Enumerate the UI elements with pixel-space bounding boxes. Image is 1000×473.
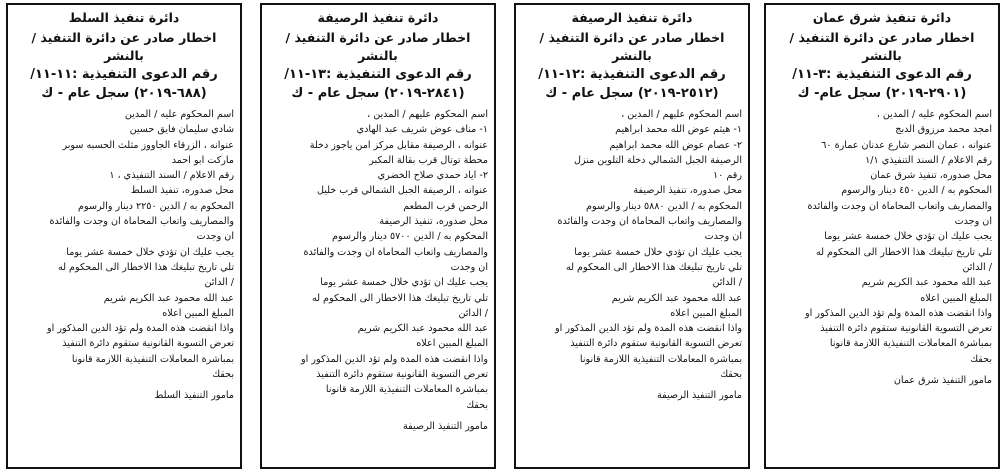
notice-case-line: رقم الدعوى التنفيذية :٣-١١/ — [792, 67, 972, 82]
notice-line: بمباشرة المعاملات التنفيذية اللازمة قانونا — [325, 384, 488, 396]
notice-line: المحكوم به / الدين ٥٨٨٠ دينار والرسوم — [586, 200, 742, 212]
notice-line: المبلغ المبين اعلاه — [162, 307, 234, 319]
notice-department: دائرة تنفيذ الرصيفة — [317, 10, 439, 25]
notice-case-number: (٢٩٠١-٢٠١٩) سجل عام- ك — [797, 86, 967, 101]
notice-body — [14, 107, 234, 382]
notice-line: المبلغ المبين اعلاه — [920, 292, 992, 304]
notice-line: تلي تاريخ تبليغك هذا الاخطار الى المحكوم له — [311, 292, 488, 304]
notice-department: دائرة تنفيذ السلط — [68, 10, 180, 25]
notice-line: المحكوم به / الدين ٤٥٠ دينار والرسوم — [841, 185, 992, 197]
notice-line: واذا انقضت هذه المدة ولم تؤد الدين المذكور او — [805, 307, 992, 319]
notice-line: تعرض التسوية القانونية ستقوم دائرة التنفيذ — [570, 338, 742, 350]
notice-line: واذا انقضت هذه المدة ولم تؤد الدين المذكور او — [47, 323, 234, 335]
notice-subheading: اخطار صادر عن دائرة التنفيذ / بالنشر — [31, 30, 217, 63]
notice-line: / الدائن — [712, 277, 742, 289]
notice-case-number: (٦٨٨-٢٠١٩) سجل عام - ك — [41, 86, 207, 101]
notice-line: ان وجدت — [954, 216, 992, 228]
notice-line: بمباشرة المعاملات التنفيذية اللازمة قانونا — [579, 353, 742, 365]
notice-signature: مامور التنفيذ الرصيفة — [657, 390, 742, 402]
notice-case-line: رقم الدعوى التنفيذية :١١-١١/ — [30, 67, 218, 82]
notice-subheading: اخطار صادر عن دائرة التنفيذ / بالنشر — [539, 30, 725, 63]
notice-line: والمصاريف واتعاب المحاماة ان وجدت والفائدة — [557, 216, 742, 228]
notice-line: عنوانه ، الرصيفة مقابل مركز امن ياجوز دخلة — [309, 139, 488, 151]
notice-case-line: رقم الدعوى التنفيذية :١٣-١١/ — [284, 67, 472, 82]
notice-line: المحكوم به / الدين ٥٧٠٠ دينار والرسوم — [332, 231, 488, 243]
notice-line: عبد الله محمود عبد الكريم شريم — [611, 292, 742, 304]
notice-line: بحقك — [970, 353, 992, 365]
notice-department: دائرة تنفيذ شرق عمان — [812, 10, 952, 25]
notice-line: ١- هيثم عوض الله محمد ابراهيم — [615, 124, 742, 136]
notice-line: محل صدوره، تنفيذ الرصيفة — [633, 185, 742, 197]
notice-line: ١- مناف عوض شريف عبد الهادي — [356, 124, 488, 136]
notice-east-amman — [764, 3, 1000, 469]
notice-line: شادي سليمان فايق حسين — [129, 124, 234, 136]
notice-subheading: اخطار صادر عن دائرة التنفيذ / بالنشر — [285, 30, 471, 63]
notice-line: يجب عليك ان تؤدي خلال خمسة عشر يوما — [574, 246, 742, 258]
notice-line: اسم المحكوم عليهم / المدين ، — [621, 109, 742, 120]
notice-line: محل صدوره، تنفيذ شرق عمان — [870, 170, 992, 182]
notice-line: يجب عليك ان تؤدي خلال خمسة عشر يوما — [320, 277, 488, 289]
notice-line: عنوانه ، الزرقاء الجاووز مثلث الحسبه سوبر — [62, 139, 234, 151]
notice-case-number: (٢٨٤١-٢٠١٩) سجل عام - ك — [291, 86, 465, 101]
notice-line: اسم المحكوم عليهم / المدين ، — [367, 109, 488, 120]
notice-line: ان وجدت — [450, 261, 488, 273]
notice-signature: مامور التنفيذ الرصيفة — [403, 420, 488, 432]
notice-line: عبد الله محمود عبد الكريم شريم — [103, 292, 234, 304]
notice-line: ٢- عصام عوض الله محمد ابراهيم — [609, 139, 742, 151]
notice-line: عنوانه ، الرصيفة الجبل الشمالي قرب خليل — [316, 185, 488, 197]
notice-line: والمصاريف واتعاب المحاماة ان وجدت والفائدة — [807, 200, 992, 212]
notice-department: دائرة تنفيذ الرصيفة — [571, 10, 693, 25]
notice-line: تعرض التسوية القانونية ستقوم دائرة التنفيذ — [62, 338, 234, 350]
notice-line: واذا انقضت هذه المدة ولم تؤد الدين المذكور او — [555, 323, 742, 335]
notice-rusaifa-2 — [260, 3, 496, 469]
notice-body — [268, 107, 488, 413]
notice-line: والمصاريف واتعاب المحاماة ان وجدت والفائدة — [49, 216, 234, 228]
notice-line: ماركت ابو احمد — [171, 154, 234, 166]
notice-line: رقم الاعلام / السند التنفيذي ١/١ — [865, 154, 992, 166]
notice-line: المبلغ المبين اعلاه — [670, 307, 742, 319]
notice-line: تعرض التسوية القانونية ستقوم دائرة التنفيذ — [820, 323, 992, 335]
notice-case-number: (٢٥١٢-٢٠١٩) سجل عام - ك — [545, 86, 719, 101]
notice-line: ان وجدت — [196, 231, 234, 243]
notice-line: تعرض التسوية القانونية ستقوم دائرة التنفيذ — [316, 369, 488, 381]
notice-line: عبد الله محمود عبد الكريم شريم — [861, 277, 992, 289]
notice-body — [522, 107, 742, 382]
notice-line: اسم المحكوم عليه / المدين ، — [876, 109, 992, 120]
notice-line: / الدائن — [962, 261, 992, 273]
notice-line: الرحمن قرب المطعم — [403, 200, 488, 212]
notice-signature: مامور التنفيذ السلط — [154, 390, 234, 402]
notice-line: تلي تاريخ تبليغك هذا الاخطار الى المحكوم له — [57, 261, 234, 273]
notice-line: المحكوم به / الدين ٢٢٥٠ دينار والرسوم — [78, 200, 234, 212]
notice-case-line: رقم الدعوى التنفيذية :١٢-١١/ — [538, 67, 726, 82]
notice-line: / الدائن — [204, 277, 234, 289]
notice-line: بمباشرة المعاملات التنفيذية اللازمة قانونا — [829, 338, 992, 350]
notice-line: والمصاريف واتعاب المحاماة ان وجدت والفائدة — [303, 246, 488, 258]
notice-line: يجب عليك ان تؤدي خلال خمسة عشر يوما — [66, 246, 234, 258]
notice-signature: مامور التنفيذ شرق عمان — [893, 375, 992, 387]
notice-line: عبد الله محمود عبد الكريم شريم — [357, 323, 488, 335]
notice-line: / الدائن — [458, 307, 488, 319]
notice-body — [772, 107, 992, 367]
notice-line: بحقك — [466, 399, 488, 411]
notice-rusaifa-1 — [514, 3, 750, 469]
notice-line: محل صدوره، تنفيذ الرصيفة — [379, 216, 488, 228]
notice-line: تلي تاريخ تبليغك هذا الاخطار الى المحكوم له — [815, 246, 992, 258]
notice-line: تلي تاريخ تبليغك هذا الاخطار الى المحكوم له — [565, 261, 742, 273]
notice-line: رقم ١٠ — [713, 170, 742, 182]
notice-subheading: اخطار صادر عن دائرة التنفيذ / بالنشر — [789, 30, 975, 63]
notice-line: واذا انقضت هذه المدة ولم تؤد الدين المذكور او — [301, 353, 488, 365]
notice-line: اسم المحكوم عليه / المدين — [124, 109, 234, 120]
notice-line: امجد محمد مرزوق الدبج — [895, 124, 992, 136]
notice-line: ان وجدت — [704, 231, 742, 243]
notice-salt — [6, 3, 242, 469]
notice-line: الرصيفة الجبل الشمالي دخلة التلوين منزل — [573, 154, 742, 166]
notice-line: بمباشرة المعاملات التنفيذية اللازمة قانونا — [71, 353, 234, 365]
notice-line: بحقك — [720, 369, 742, 381]
notice-line: محطة توتال قرب بقالة المكبر — [369, 154, 488, 166]
notice-line: عنوانه ، عمان النصر شارع عدنان عمارة ٦٠ — [821, 139, 992, 151]
notice-line: رقم الاعلام / السند التنفيذي ، ١ — [109, 170, 234, 182]
notice-line: محل صدوره، تنفيذ السلط — [130, 185, 234, 197]
notice-line: ٢- اياد حمدي صلاح الخضري — [377, 170, 488, 182]
notice-line: بحقك — [212, 369, 234, 381]
notice-line: يجب عليك ان تؤدي خلال خمسة عشر يوما — [824, 231, 992, 243]
notice-line: المبلغ المبين اعلاه — [416, 338, 488, 350]
